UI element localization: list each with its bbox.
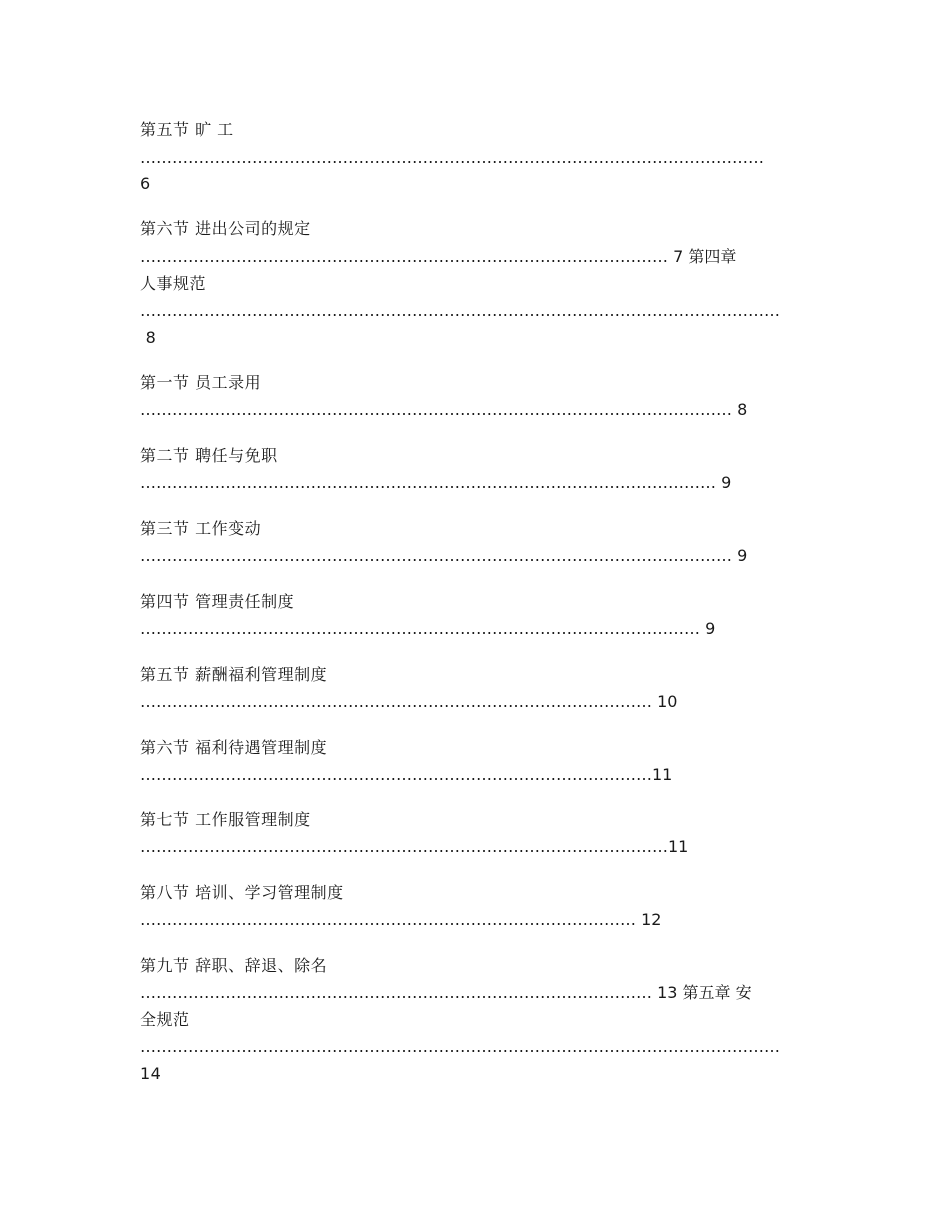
toc-leader-with-page: ………………………………………………………………………………… 12 (140, 910, 662, 929)
toc-chapter-4-title: 人事规范 (140, 274, 207, 293)
toc-leader-with-page: ………………………………………………………………………………………………… 8 (140, 400, 748, 419)
toc-leader-with-page: ……………………………………………………………………………………………… 9 (140, 473, 732, 492)
toc-section-6-title: 第六节 进出公司的规定 (140, 219, 311, 238)
toc-leader-dots: ……………………………………………………………………………………………………… (140, 148, 764, 167)
toc-page-number: 8 (140, 328, 157, 347)
toc-leader-with-page: ……………………………………………………………………………………11 (140, 765, 673, 784)
toc-leader-with-page: ………………………………………………………………………………………11 (140, 837, 689, 856)
toc-section-4-title: 第四节 管理责任制度 (140, 592, 295, 611)
toc-section-3-title: 第三节 工作变动 (140, 519, 262, 538)
toc-section-9-title: 第九节 辞职、辞退、除名 (140, 956, 328, 975)
toc-section-2-title: 第二节 聘任与免职 (140, 446, 278, 465)
toc-page-number: 14 (140, 1064, 162, 1083)
toc-section-5-title: 第五节 薪酬福利管理制度 (140, 665, 328, 684)
toc-leader-with-page: …………………………………………………………………………………………… 9 (140, 619, 716, 638)
toc-section-7-title: 第七节 工作服管理制度 (140, 810, 311, 829)
toc-leader-dots: ………………………………………………………………………………………………………… (140, 301, 780, 320)
toc-leader-dots-with-chapter: ……………………………………………………………………………………… 7 第四章 (140, 247, 737, 266)
toc-section-6-title: 第六节 福利待遇管理制度 (140, 738, 328, 757)
toc-leader-dots: ………………………………………………………………………………………………………… (140, 1037, 780, 1056)
toc-leader-with-page: ………………………………………………………………………………………………… 9 (140, 546, 748, 565)
toc-page-number: 6 (140, 174, 151, 193)
toc-leader-with-page: …………………………………………………………………………………… 10 (140, 692, 678, 711)
toc-section-8-title: 第八节 培训、学习管理制度 (140, 883, 344, 902)
toc-leader-dots-with-chapter: …………………………………………………………………………………… 13 第五章 安 (140, 983, 752, 1002)
toc-section-5-title: 第五节 旷 工 (140, 120, 234, 139)
toc-section-1-title: 第一节 员工录用 (140, 373, 262, 392)
toc-chapter-5-title: 全规范 (140, 1010, 190, 1029)
